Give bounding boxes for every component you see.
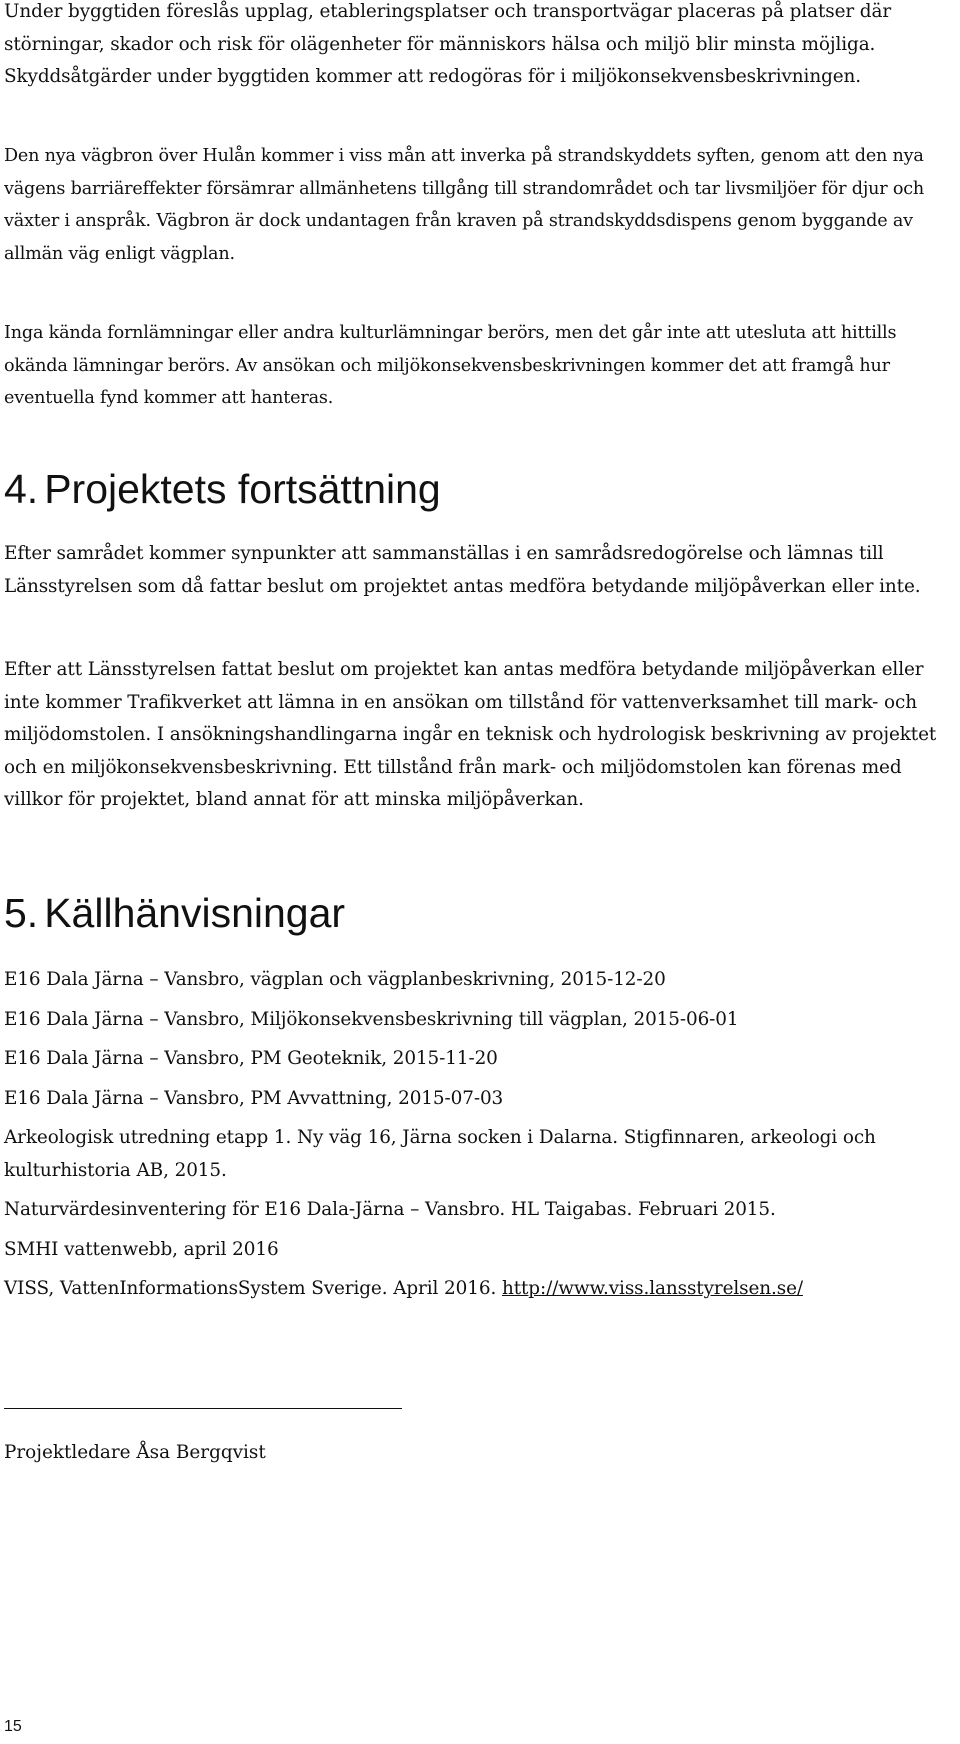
reference-item: E16 Dala Järna – Vansbro, Miljökonsekvensbeskrivning till vägplan, 2015-06-01 (4, 1008, 739, 1030)
paragraph-bridge-shore-protection: Den nya vägbron över Hulån kommer i viss mån att inverka på strandskyddets syften, genom att den nya vägens barriäreffekter försämrar allmänhetens tillgång till strandområdet och tar livsmiljöer för djur och växter i anspråk. Vägbron är dock undantagen från kraven på strandskyddsdispens genom byggande av allmän väg enligt vägplan. (4, 146, 925, 264)
section-4-number: 4. (4, 466, 39, 512)
reference-list (4, 964, 944, 1313)
section-5-number: 5. (4, 890, 39, 936)
signature-name: Projektledare Åsa Bergqvist (4, 1442, 266, 1463)
reference-item: Naturvärdesinventering för E16 Dala-Järna – Vansbro. HL Taigabas. Februari 2015. (4, 1199, 776, 1220)
paragraph-ancient-remains: Inga kända fornlämningar eller andra kulturlämningar berörs, men det går inte att utesluta att hittills okända lämningar berörs. Av ansökan och miljökonsekvensbeskrivningen kommer det att framgå hur eventuella fynd kommer att hanteras. (4, 323, 897, 408)
page-number: 15 (4, 1718, 22, 1735)
reference-item: SMHI vattenwebb, april 2016 (4, 1238, 279, 1260)
reference-item-viss (4, 1273, 944, 1306)
section-4-title: Projektets fortsättning (44, 466, 441, 512)
reference-item: E16 Dala Järna – Vansbro, PM Geoteknik, 2015-11-20 (4, 1048, 498, 1069)
viss-link[interactable]: http://www.viss.lansstyrelsen.se/ (501, 1278, 803, 1299)
section-4-heading (4, 465, 441, 513)
section-5-heading (4, 889, 345, 937)
section-5-title: Källhänvisningar (44, 890, 346, 936)
paragraph-after-county-decision: Efter att Länsstyrelsen fattat beslut om projektet kan antas medföra betydande miljöpåverkan eller inte kommer Trafikverket att lämna in en ansökan om tillstånd för vattenverksamhet till mark- och miljödomstolen. I ansökningshandlingarna ingår en teknisk och hydrologisk beskrivning av projektet och en miljökonsekvensbeskrivning. Ett tillstånd från mark- och miljödomstolen kan förenas med villkor för projektet, bland annat för att minska miljöpåverkan. (4, 659, 937, 810)
reference-item: Arkeologisk utredning etapp 1. Ny väg 16, Järna socken i Dalarna. Stigfinnaren, arkeologi och kulturhistoria AB, 2015. (4, 1127, 876, 1181)
reference-item: E16 Dala Järna – Vansbro, PM Avvattning, 2015-07-03 (4, 1087, 504, 1109)
paragraph-after-consultation: Efter samrådet kommer synpunkter att sammanställas i en samrådsredogörelse och lämnas till Länsstyrelsen som då fattar beslut om projektet antas medföra betydande miljöpåverkan eller inte. (4, 543, 921, 597)
reference-item: E16 Dala Järna – Vansbro, vägplan och vägplanbeskrivning, 2015-12-20 (4, 969, 666, 990)
signature-line (4, 1408, 402, 1409)
reference-viss-text: VISS, VattenInformationsSystem Sverige. April 2016. (4, 1278, 502, 1299)
paragraph-construction: Under byggtiden föreslås upplag, etableringsplatser och transportvägar placeras på platser där störningar, skador och risk för olägenheter för människors hälsa och miljö blir minsta möjliga. Skyddsåtgärder under byggtiden kommer att redogöras för i miljökonsekvensbeskrivningen. (4, 1, 892, 87)
